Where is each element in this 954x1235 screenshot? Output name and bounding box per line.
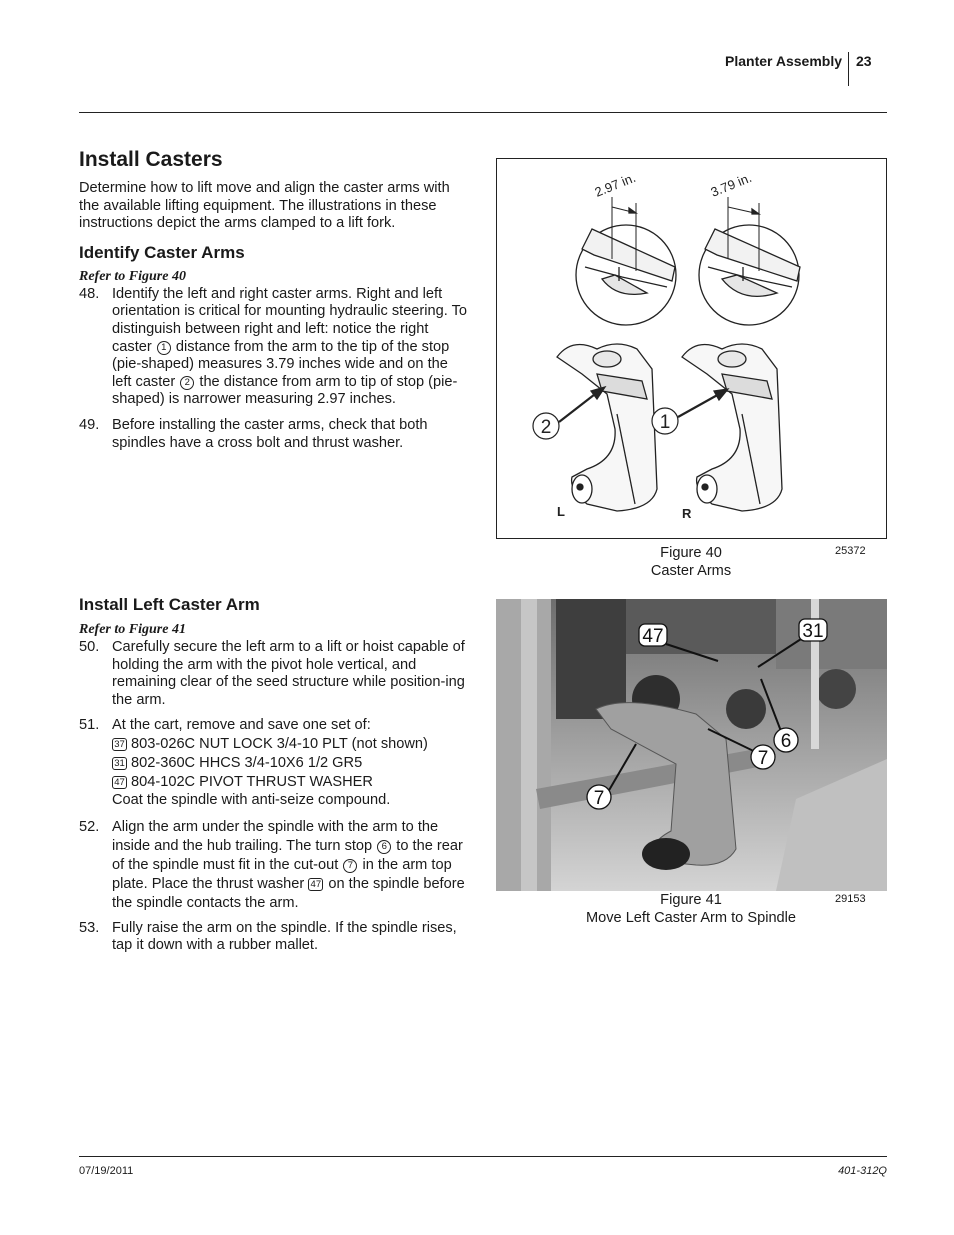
callout-ref-47: 47 <box>308 878 323 891</box>
callout-ref-2: 2 <box>180 376 194 390</box>
step-text: Carefully secure the left arm to a lift or hoist capable of holding the arm with the pivot hole vertical, and remaining clear of the seed structure while position-ing the arm. <box>112 639 465 708</box>
footer-rule <box>79 1156 887 1157</box>
move-arm-photo <box>496 599 887 891</box>
callout-31: 31 <box>802 621 824 642</box>
part-text: 804-102C PIVOT THRUST WASHER <box>131 773 373 790</box>
callout-ref-6: 6 <box>377 840 391 854</box>
header-divider <box>848 52 849 86</box>
step-number: 51. <box>79 717 100 734</box>
figure-40-caption <box>541 545 841 580</box>
dimension-label-left: 2.97 in. <box>592 169 638 200</box>
section-install-left-caster-arm <box>79 594 471 955</box>
callout-6: 6 <box>780 731 792 752</box>
part-row <box>112 735 471 754</box>
step-text: Coat the spindle with anti-seize compound. <box>112 791 391 808</box>
step-50 <box>79 639 471 709</box>
step-53 <box>79 920 471 955</box>
figure-41-number: Figure 41 <box>660 892 722 908</box>
step-number: 49. <box>79 416 100 433</box>
callout-1: 1 <box>659 412 671 433</box>
running-header-title: Planter Assembly <box>725 53 842 69</box>
step-49 <box>79 417 471 452</box>
part-text: 803-026C NUT LOCK 3/4-10 PLT (not shown) <box>131 735 428 752</box>
step-text: Fully raise the arm on the spindle. If the spindle rises, tap it down with a rubber mallet. <box>112 919 457 954</box>
footer-date: 07/19/2011 <box>79 1165 134 1177</box>
step-number: 48. <box>79 285 100 302</box>
dimension-label-right: 3.79 in. <box>708 169 754 200</box>
part-text: 802-360C HHCS 3/4-10X6 1/2 GR5 <box>131 754 363 771</box>
step-text: Identify the left and right caster arms. Right and left orientation is critical for mounting hydraulic steering. To distinguish between right and left: notice the right caster <box>112 285 468 355</box>
figure-40-title: Caster Arms <box>650 562 732 579</box>
figure-40-caster-arms <box>496 158 887 539</box>
refer-figure-40: Refer to Figure 40 <box>79 268 186 284</box>
step-number: 50. <box>79 639 100 655</box>
step-text: At the cart, remove and save one set of: <box>112 717 371 734</box>
step-text: to the rear of the spindle must fit in the cut-out <box>112 837 463 873</box>
step-text: on the spindle before the spindle contacts the arm. <box>112 875 465 911</box>
part-ref-47: 47 <box>112 776 127 789</box>
figure-41-title: Move Left Caster Arm to Spindle <box>585 909 797 926</box>
step-text: the distance from arm to tip of stop (pie-shaped) is narrower measuring 2.97 inches. <box>112 373 458 408</box>
label-left: L <box>557 504 565 519</box>
step-text: Before installing the caster arms, check that both spindles have a cross bolt and thrust washer. <box>112 416 428 451</box>
section-install-casters <box>79 147 471 452</box>
step-text: distance from the arm to the tip of the stop (pie-shaped) measures 3.79 inches wide and on the left caster <box>112 338 450 390</box>
callout-7-lower: 7 <box>593 788 605 809</box>
intro-paragraph: Determine how to lift move and align the caster arms with the available lifting equipment. The illustrations in these instructions depict the arms clamped to a lift fork. <box>79 180 450 232</box>
page-number: 23 <box>856 53 872 69</box>
subsection-title-left-arm: Install Left Caster Arm <box>79 595 260 614</box>
part-ref-37: 37 <box>112 738 127 751</box>
figure-41-caption <box>541 892 841 927</box>
step-52 <box>79 818 471 913</box>
header-rule <box>79 112 887 113</box>
step-48 <box>79 286 471 409</box>
part-ref-31: 31 <box>112 757 127 770</box>
subsection-title-identify: Identify Caster Arms <box>79 242 245 262</box>
figure-41-id: 29153 <box>835 893 866 905</box>
part-row <box>112 773 471 792</box>
section-title: Install Casters <box>79 148 223 171</box>
figure-41-photo <box>496 599 887 891</box>
callout-47: 47 <box>642 626 664 647</box>
refer-figure-41: Refer to Figure 41 <box>79 622 186 637</box>
step-text: Align the arm under the spindle with the arm to the inside and the hub trailing. The turn stop <box>112 818 439 854</box>
callout-2: 2 <box>540 417 552 438</box>
caster-arms-illustration <box>497 159 886 538</box>
step-number: 52. <box>79 818 100 835</box>
step-number: 53. <box>79 919 100 936</box>
callout-ref-1: 1 <box>157 341 171 355</box>
figure-40-id: 25372 <box>835 545 866 557</box>
figure-40-number: Figure 40 <box>660 545 722 561</box>
callout-ref-7: 7 <box>343 859 357 873</box>
step-text: in the arm top plate. Place the thrust washer <box>112 856 452 892</box>
step-51 <box>79 717 471 809</box>
part-row <box>112 754 471 773</box>
footer-doc-number: 401-312Q <box>838 1165 887 1177</box>
label-right: R <box>682 506 692 521</box>
callout-7: 7 <box>757 748 769 769</box>
